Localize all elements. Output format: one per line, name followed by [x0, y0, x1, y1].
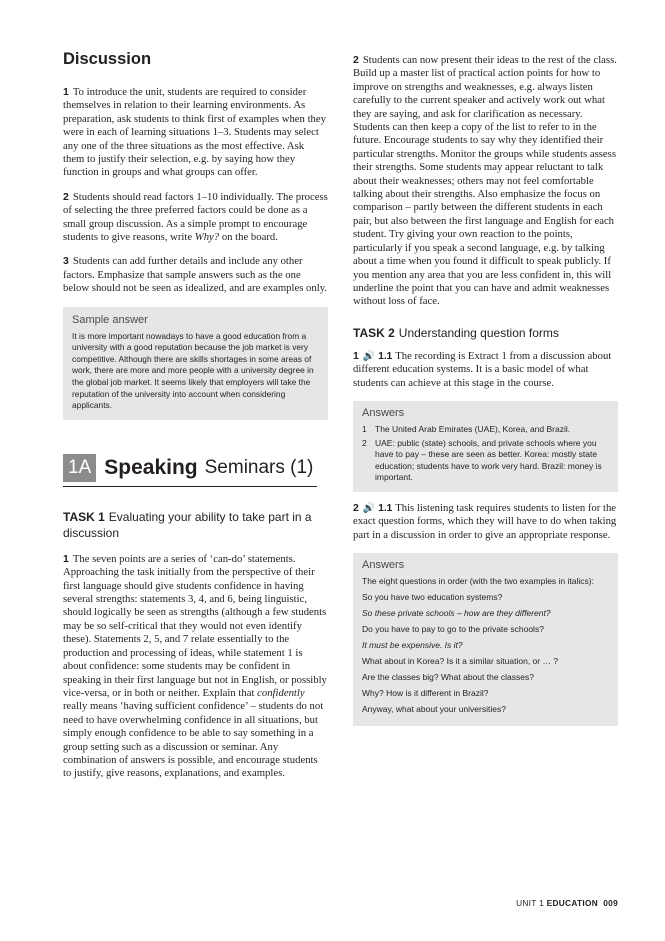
question-line: What about in Korea? Is it a similar situation, or … ? [362, 656, 559, 667]
answers-box-2 [353, 553, 618, 726]
paragraph-number: 2 [353, 501, 359, 514]
answer-number: 2 [362, 438, 367, 449]
paragraph-italic: Why? [194, 231, 220, 244]
question-line: Do you have to pay to go to the private schools? [362, 624, 544, 635]
audio-icon: 🔊 [362, 350, 376, 362]
paragraph-italic: confidently [257, 686, 305, 699]
answers-box-1 [353, 401, 618, 492]
task-title: Understanding question forms [398, 325, 559, 340]
paragraph-text: The recording is Extract 1 from a discussion about different education systems. It is a basic model of what students can achieve at this stage in the course. [353, 349, 612, 389]
paragraph-text: Students can add further details and include any other factors. Emphasize that sample answers such as the one below should not be seen as idealized, and are examples only. [63, 255, 328, 295]
left-column [63, 50, 328, 792]
sample-answer-box [63, 307, 328, 420]
page-footer [516, 898, 618, 908]
task-1-heading [63, 509, 328, 541]
paragraph-text: Students should read factors 1–10 individually. The process of selecting the three preferred factors could be done as a small group discussion. As a simple prompt to encourage students to give reasons, write [63, 190, 328, 244]
answer-text: The United Arab Emirates (UAE), Korea, and Brazil. [375, 423, 571, 434]
question-line: Are the classes big? What about the classes? [362, 672, 534, 683]
task-label: TASK 1 [63, 509, 105, 524]
paragraph-text: This listening task requires students to listen for the exact question forms, which they will have to do when taking part in a discussion in order to give an appropriate response. [353, 501, 617, 541]
task-title: Evaluating your ability to take part in a discussion [63, 509, 312, 540]
paragraph-number: 1 [63, 552, 69, 565]
footer-unit: UNIT 1 [516, 898, 545, 908]
paragraph-number: 2 [353, 54, 359, 66]
discussion-paragraph-2 [63, 191, 328, 245]
paragraph-text: The seven points are a series of ‘can-do’ statements. Approaching the task initially from the perspective of their first language should give students confidence in having several strengths: statements 3, 4, and 6, being linguistic, should logically be seen as strengths (although a few students may be so self-critical that they would not even identify these). Statements 2, 5, and 7 relate essentially to the production and processing of ideas, while statement 1 is about confidence: some students may be confident in speaking in their first language but not in English, or possibly vice-versa, or in both or neither. Explain that [63, 552, 327, 699]
task-2-heading [353, 325, 618, 341]
answers-heading: Answers [362, 406, 405, 419]
discussion-paragraph-1 [63, 86, 328, 180]
discussion-paragraph-continued [353, 54, 618, 309]
audio-icon: 🔊 [362, 502, 376, 514]
unit-code-badge: 1A [63, 454, 96, 482]
question-line-example: So these private schools – how are they different? [362, 608, 551, 619]
paragraph-number: 3 [63, 255, 69, 268]
task-2-paragraph-2 [353, 502, 618, 542]
question-line: Anyway, what about your universities? [362, 704, 506, 715]
answer-item [362, 424, 609, 435]
answers-heading: Answers [362, 559, 405, 572]
paragraph-number: 2 [63, 190, 69, 203]
question-line: Why? How is it different in Brazil? [362, 688, 489, 699]
audio-track-number: 1.1 [378, 502, 393, 514]
paragraph-text: Students can now present their ideas to the rest of the class. Build up a master list of practical action points for how to improve on strengths and weaknesses, e.g. always listen carefully to the current speaker and actively work out what they are saying, and ask for clarification as necessary. Students can then keep a copy of the list to refer to in the future. Encourage students to say why they identified their particular strengths. Monitor the groups while students assess their strengths. Some students may appear reluctant to talk about their weaknesses; others may not feel comfortable talking about their strengths. Also emphasize the focus on comparison – partly between the different students in each pair, but also between the first language and English for each student. Try giving your own reaction to the points, particularly if you speak a second language, e.g. by talking about a time when you found it difficult to speak publicly. If you mention any area that you are less confident in, this will underline the point that you can have and admit weaknesses without loss of face. [353, 54, 617, 308]
task-2-paragraph-1 [353, 350, 618, 390]
unit-section-word: Speaking [104, 455, 198, 479]
answers-intro: The eight questions in order (with the two examples in italics): [362, 576, 594, 587]
task-1-paragraph [63, 553, 328, 781]
answer-number: 1 [362, 423, 367, 434]
answer-item [362, 438, 609, 483]
unit-section-subtitle: Seminars (1) [204, 456, 314, 478]
paragraph-text: To introduce the unit, students are required to consider themselves in relation to their learning environments. As preparation, ask students to think first of examples when they were in each of learning situations 1–3. Students may select any one of the three situations as the most effective. Ask them to justify their selection, e.g. by saying how they function in groups and what groups can offer. [63, 86, 326, 179]
footer-section: EDUCATION [546, 898, 599, 908]
sample-answer-heading: Sample answer [72, 313, 148, 326]
question-line: So you have two education systems? [362, 592, 503, 603]
discussion-paragraph-3 [63, 255, 328, 295]
question-line-example: It must be expensive. Is it? [362, 640, 463, 651]
right-column [353, 54, 618, 736]
task-label: TASK 2 [353, 325, 395, 340]
answer-text: UAE: public (state) schools, and private schools where you have to pay – these are seen as better. Korea: mostly state education; students have to work very hard. Brazil: money is important. [375, 438, 602, 482]
paragraph-text-end: on the board. [219, 231, 278, 244]
page-number: 009 [603, 898, 618, 908]
paragraph-number: 1 [63, 86, 69, 98]
unit-section-header [63, 454, 317, 487]
sample-answer-text: It is more important nowadays to have a good education from a university with a good reputation because the job market is very competitive. Although there are skills shortages in some areas of work, there are more and more people with a university degree in the global job market. It seems likely that employers will take the reputation of the university into account when considering applicants. [72, 330, 314, 411]
section-heading-discussion: Discussion [63, 50, 152, 68]
audio-track-number: 1.1 [378, 350, 393, 362]
paragraph-text-end: really means ‘having sufficient confidence’ – students do not need to have overwhelming confidence in all situations, but simply enough confidence to be able to say something in a group setting such as a discussion or seminar. Any combination of answers is possible, and encourage students to justify, give reasons, explanations, and examples. [63, 700, 324, 780]
paragraph-number: 1 [353, 349, 359, 362]
